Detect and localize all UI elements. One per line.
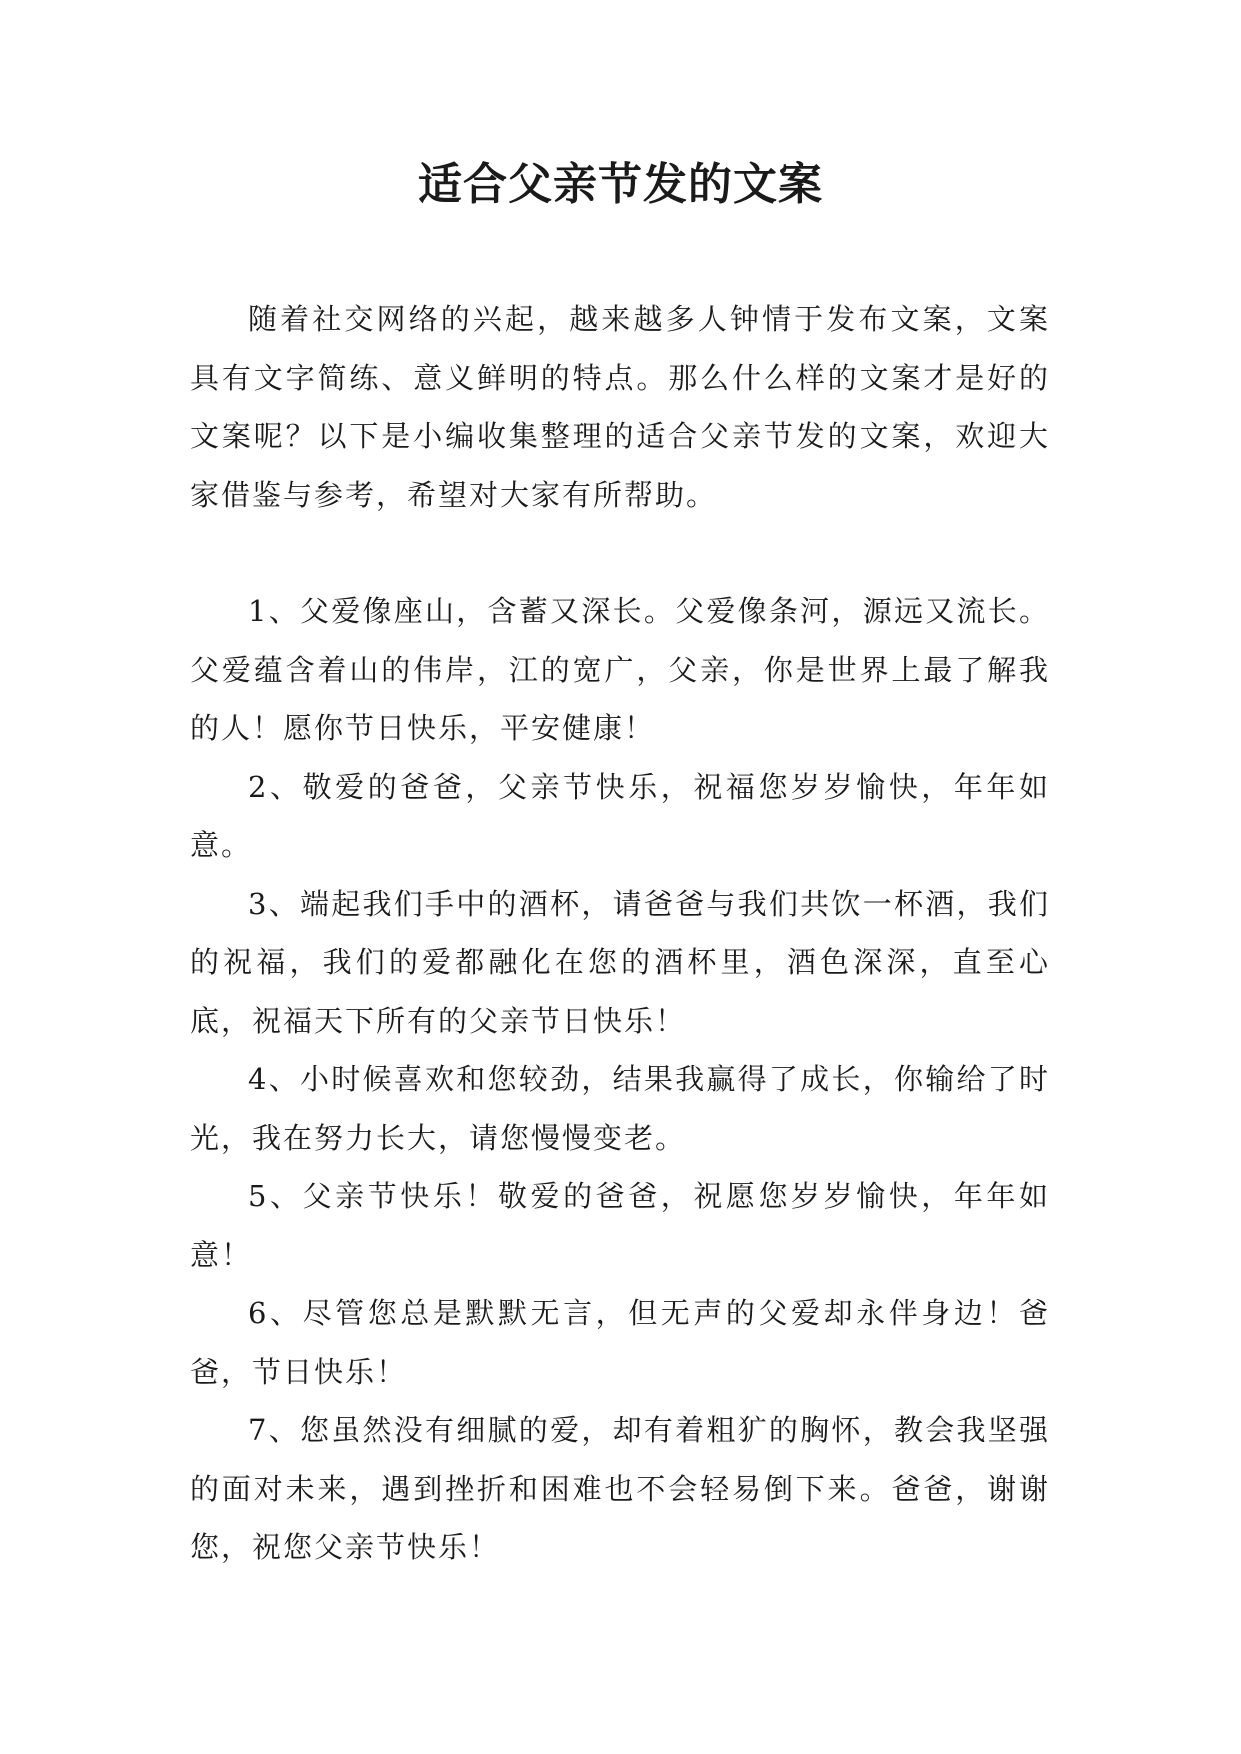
document-body <box>190 290 1050 1577</box>
intro-paragraph: 随着社交网络的兴起，越来越多人钟情于发布文案，文案具有文字简练、意义鲜明的特点。那么什么样的文案才是好的文案呢？以下是小编收集整理的适合父亲节发的文案，欢迎大家借鉴与参考，希望对大家有所帮助。 <box>190 302 1050 512</box>
list-item: 7、您虽然没有细腻的爱，却有着粗犷的胸怀，教会我坚强的面对未来，遇到挫折和困难也不会轻易倒下来。爸爸，谢谢您，祝您父亲节快乐！ <box>190 1413 1050 1564</box>
list-item: 5、父亲节快乐！敬爱的爸爸，祝愿您岁岁愉快，年年如意！ <box>190 1179 1050 1272</box>
list-item: 2、敬爱的爸爸，父亲节快乐，祝福您岁岁愉快，年年如意。 <box>190 769 1050 862</box>
list-item: 3、端起我们手中的酒杯，请爸爸与我们共饮一杯酒，我们的祝福，我们的爱都融化在您的酒杯里，酒色深深，直至心底，祝福天下所有的父亲节日快乐！ <box>190 886 1050 1038</box>
list-item: 6、尽管您总是默默无言，但无声的父爱却永伴身边！爸爸，节日快乐！ <box>190 1296 1050 1389</box>
document-title: 适合父亲节发的文案 <box>418 159 823 210</box>
list-item: 4、小时候喜欢和您较劲，结果我赢得了成长，你输给了时光，我在努力长大，请您慢慢变老。 <box>190 1062 1050 1155</box>
list-item: 1、父爱像座山，含蓄又深长。父爱像条河，源远又流长。父爱蕴含着山的伟岸，江的宽广，父亲，你是世界上最了解我的人！愿你节日快乐，平安健康！ <box>190 594 1050 745</box>
